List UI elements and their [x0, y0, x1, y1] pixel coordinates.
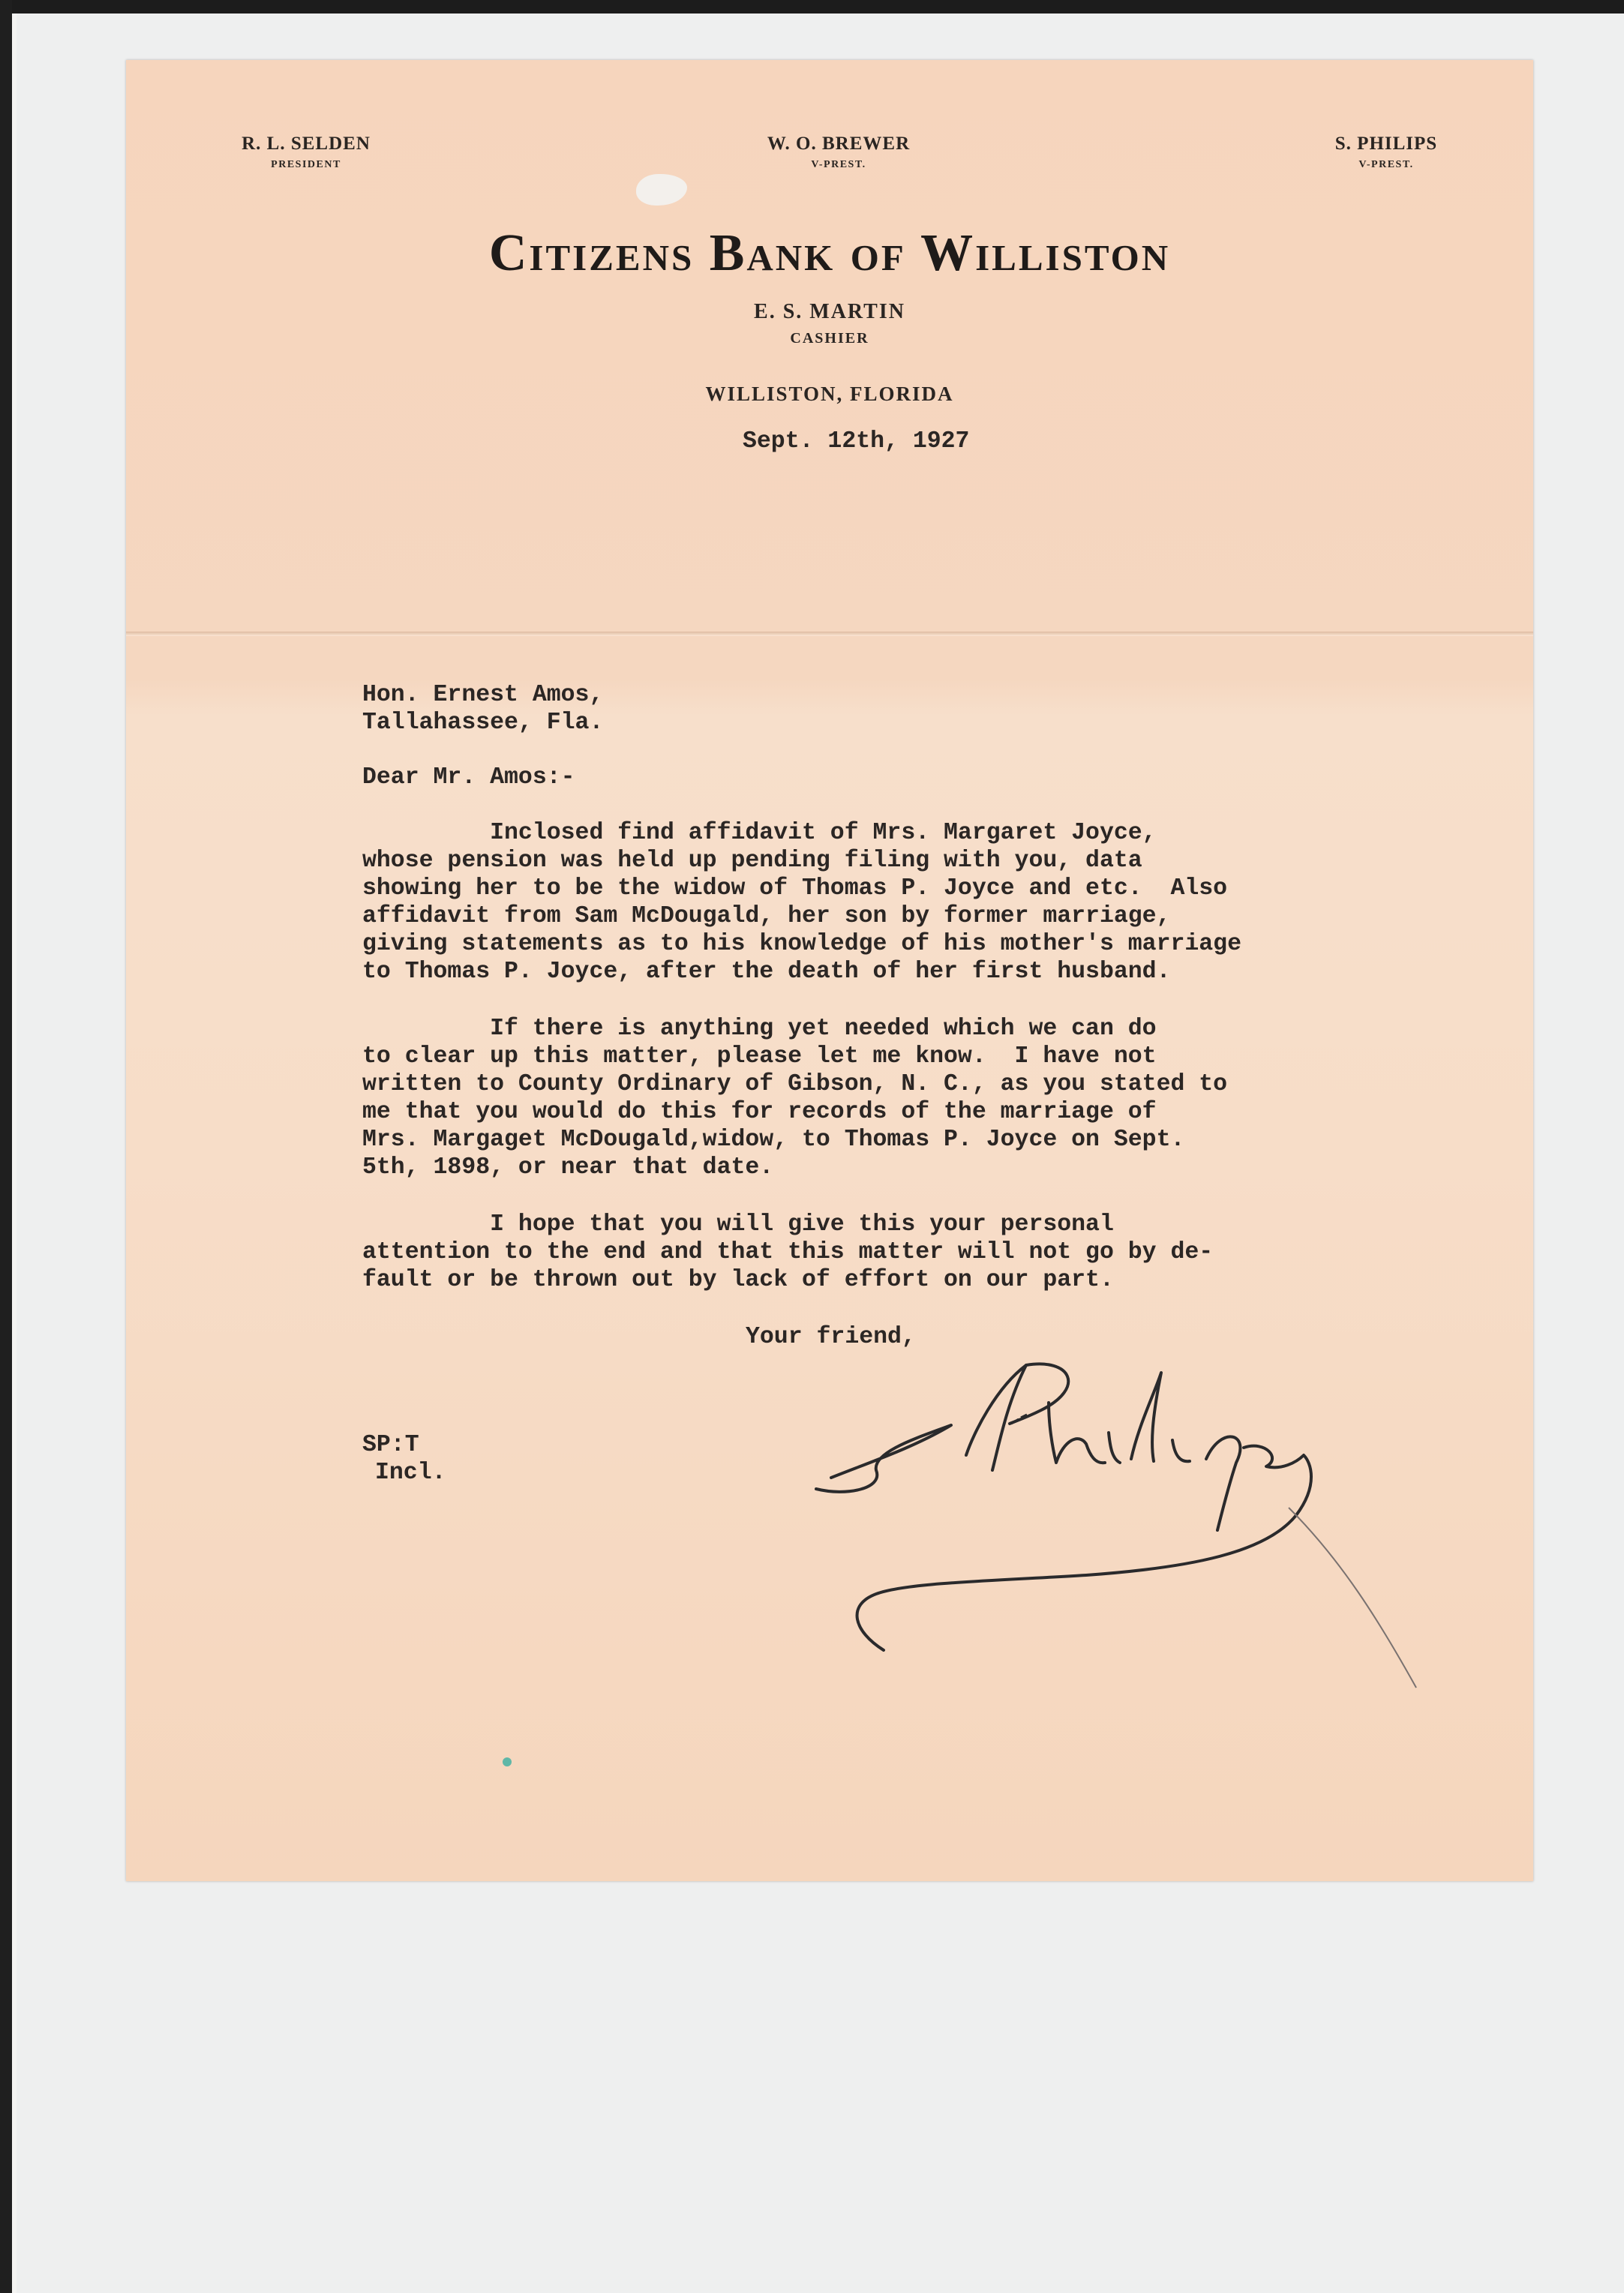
officer-name: R. L. SELDEN: [242, 134, 371, 154]
body-paragraph-2: [362, 1015, 1227, 1181]
paragraph-line: affidavit from Sam McDougald, her son by former marriage,: [362, 903, 1171, 929]
letter-sheet: [126, 60, 1533, 1881]
officer-president: [194, 134, 419, 171]
cashier-title: CASHIER: [790, 330, 869, 347]
paragraph-line: to Thomas P. Joyce, after the death of her first husband.: [362, 959, 1171, 985]
paragraph-line: fault or be thrown out by lack of effort on our part.: [362, 1267, 1114, 1293]
paragraph-line: giving statements as to his knowledge of his mother's marriage: [362, 931, 1241, 957]
closing: Your friend,: [746, 1324, 916, 1350]
officer-name: W. O. BREWER: [767, 134, 911, 154]
officer-vice-president-1: [726, 134, 951, 171]
handwritten-signature: [801, 1335, 1521, 1725]
bank-location: WILLISTON, FLORIDA: [705, 383, 954, 405]
officer-vice-president-2: [1274, 134, 1499, 171]
ink-speck: [503, 1757, 512, 1766]
paragraph-line: I hope that you will give this your personal: [362, 1211, 1114, 1238]
scan-frame-top: [0, 0, 1624, 14]
paragraph-line: Inclosed find affidavit of Mrs. Margaret Joyce,: [362, 820, 1157, 846]
bank-name-heading: Citizens Bank of Williston: [488, 224, 1171, 282]
paragraph-line: showing her to be the widow of Thomas P. Joyce and etc. Also: [362, 875, 1228, 902]
paragraph-line: attention to the end and that this matter will not go by de-: [362, 1239, 1214, 1265]
paper-fold-line: [126, 632, 1533, 636]
scan-frame-left: [0, 0, 12, 2293]
officer-title: V-PREST.: [811, 159, 866, 170]
officer-title: PRESIDENT: [271, 159, 341, 170]
paragraph-line: Mrs. Margaget McDougald,widow, to Thomas P. Joyce on Sept.: [362, 1127, 1185, 1153]
recipient-city: Tallahassee, Fla.: [362, 710, 604, 736]
scan-frame-inner: [12, 14, 17, 2293]
paragraph-line: me that you would do this for records of the marriage of: [362, 1099, 1157, 1125]
cashier-name: E. S. MARTIN: [754, 300, 905, 323]
officer-name: S. PHILIPS: [1334, 134, 1438, 154]
paragraph-line: 5th, 1898, or near that date.: [362, 1154, 774, 1181]
letter-date: Sept. 12th, 1927: [743, 428, 970, 455]
body-paragraph-3: [362, 1211, 1213, 1294]
salutation: Dear Mr. Amos:-: [362, 764, 575, 791]
paragraph-line: written to County Ordinary of Gibson, N. C., as you stated to: [362, 1071, 1228, 1097]
reference-initials: SP:T: [362, 1432, 419, 1458]
paragraph-line: whose pension was held up pending filing with you, data: [362, 848, 1142, 874]
body-paragraph-1: [362, 819, 1241, 986]
recipient-name: Hon. Ernest Amos,: [362, 682, 604, 708]
enclosure-note: Incl.: [375, 1460, 446, 1486]
paragraph-line: If there is anything yet needed which we can do: [362, 1016, 1157, 1042]
paper-punch-hole: [636, 174, 687, 206]
paragraph-line: to clear up this matter, please let me know. I have not: [362, 1043, 1157, 1070]
officer-title: V-PREST.: [1358, 159, 1414, 170]
cashier-block: [680, 300, 980, 347]
